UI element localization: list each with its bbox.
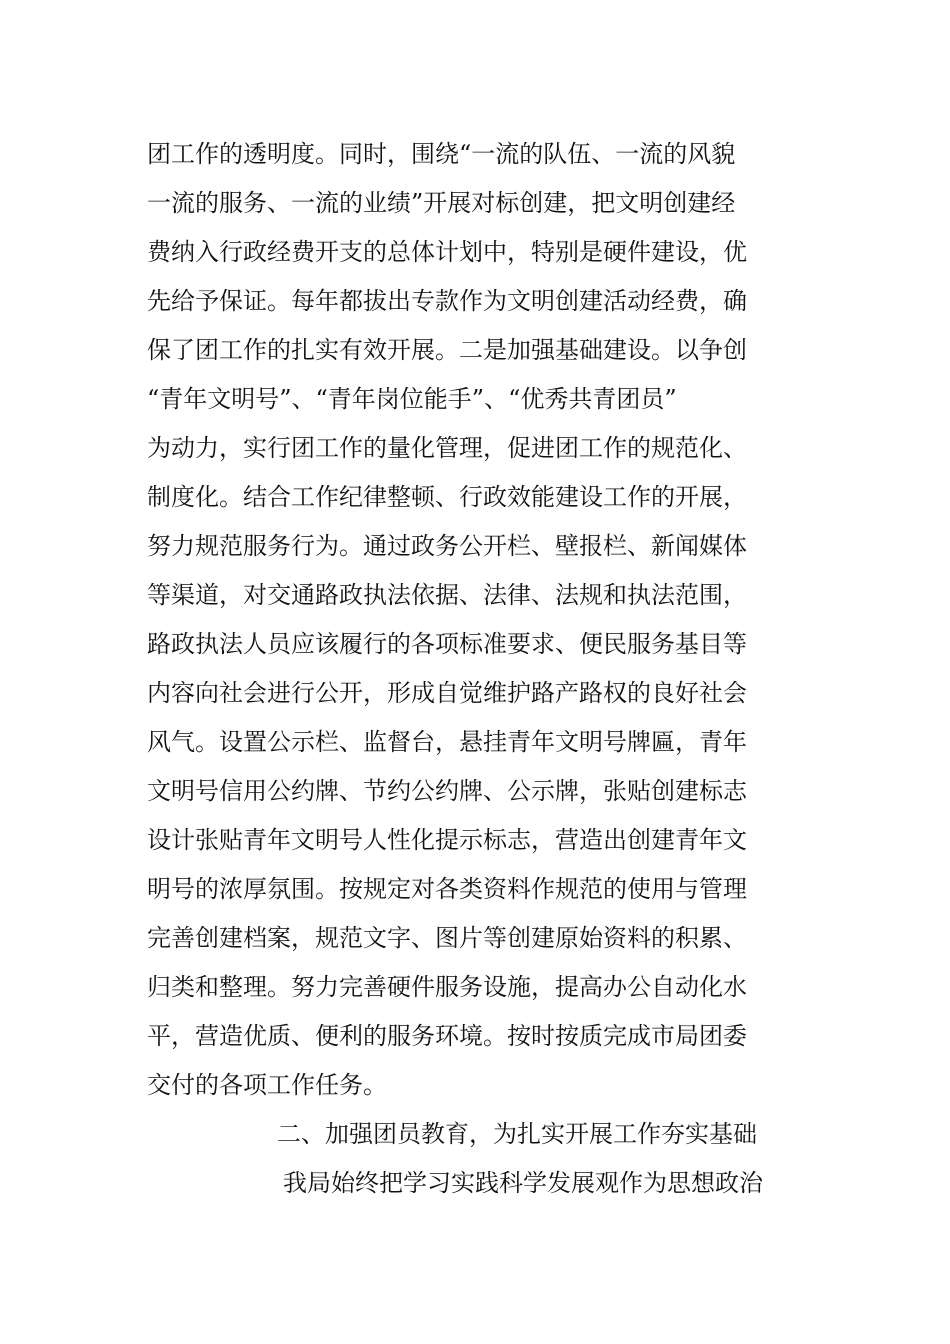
- section-heading: 二、加强团员教育，为扎实开展工作夯实基础: [277, 1120, 757, 1148]
- paragraph-line: 平，营造优质、便利的服务环境。按时按质完成市局团委: [147, 1022, 747, 1050]
- paragraph-line: 内容向社会进行公开，形成自觉维护路产路权的良好社会: [147, 679, 747, 707]
- paragraph-line: 一流的服务、一流的业绩”开展对标创建，把文明创建经: [147, 189, 736, 217]
- paragraph-line: “青年文明号”、“青年岗位能手”、“优秀共青团员”: [147, 385, 677, 413]
- paragraph-line: 完善创建档案，规范文字、图片等创建原始资料的积累、: [147, 924, 747, 952]
- paragraph-line: 路政执法人员应该履行的各项标准要求、便民服务基目等: [147, 630, 747, 658]
- paragraph-line: 先给予保证。每年都拔出专款作为文明创建活动经费，确: [147, 287, 747, 315]
- paragraph-line: 设计张贴青年文明号人性化提示标志，营造出创建青年文: [147, 826, 747, 854]
- paragraph-line: 制度化。结合工作纪律整顿、行政效能建设工作的开展，: [147, 483, 747, 511]
- paragraph-line: 归类和整理。努力完善硬件服务设施，提高办公自动化水: [147, 973, 747, 1001]
- paragraph-line: 团工作的透明度。同时，围绕“一流的队伍、一流的风貌: [147, 140, 736, 168]
- paragraph-line: 努力规范服务行为。通过政务公开栏、壁报栏、新闻媒体: [147, 532, 747, 560]
- paragraph-first-line: 我局始终把学习实践科学发展观作为思想政治: [283, 1169, 763, 1197]
- paragraph-line: 交付的各项工作任务。: [147, 1071, 387, 1099]
- paragraph-line: 保了团工作的扎实有效开展。二是加强基础建设。以争创: [147, 336, 747, 364]
- paragraph-line: 风气。设置公示栏、监督台，悬挂青年文明号牌匾，青年: [147, 728, 747, 756]
- paragraph-line: 为动力，实行团工作的量化管理，促进团工作的规范化、: [147, 434, 747, 462]
- paragraph-line: 费纳入行政经费开支的总体计划中，特别是硬件建设，优: [147, 238, 747, 266]
- document-body: [147, 130, 827, 1208]
- paragraph-line: 明号的浓厚氛围。按规定对各类资料作规范的使用与管理: [147, 875, 747, 903]
- paragraph-line: 文明号信用公约牌、节约公约牌、公示牌，张贴创建标志: [147, 777, 747, 805]
- paragraph-line: 等渠道，对交通路政执法依据、法律、法规和执法范围，: [147, 581, 747, 609]
